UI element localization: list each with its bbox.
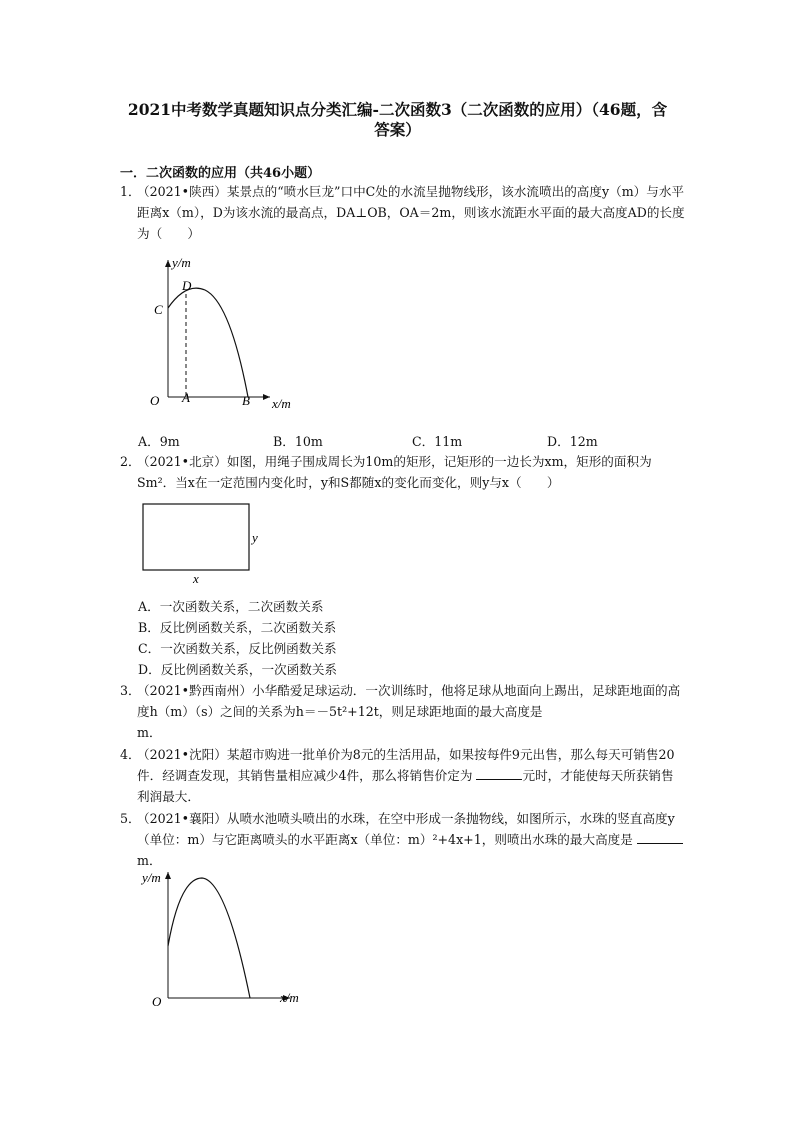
- parabola-curve: [168, 288, 248, 397]
- option-b: B．反比例函数关系，二次函数关系: [138, 620, 337, 635]
- option-c: C．一次函数关系，反比例函数关系: [138, 641, 337, 656]
- point-A-label: A: [182, 390, 190, 405]
- question-text: （2021•襄阳）从喷水池喷头喷出的水珠，在空中形成一条抛物线，如图所示，水珠的竖直高度y（单位：m）与它距离喷头的水平距离x（单位：m）²+4x+1，则喷出水珠的最大高度是: [137, 811, 675, 848]
- document-title: [105, 100, 690, 140]
- title-line-1: 2021中考数学真题知识点分类汇编-二次函数3（二次函数的应用）（46题，含: [127, 100, 668, 119]
- question-3: [120, 680, 685, 744]
- x-axis-arrow: [263, 394, 270, 400]
- point-D-label: D: [182, 278, 192, 293]
- option-a: A．9m: [138, 434, 180, 449]
- answer-unit: m．: [137, 725, 162, 741]
- option-c: C．11m: [412, 434, 463, 449]
- title-line-2: 答案）: [374, 120, 421, 139]
- question-number: 1．: [120, 184, 141, 199]
- answer-blank[interactable]: [637, 831, 683, 844]
- question-1: [120, 181, 685, 245]
- y-axis-arrow: [165, 260, 171, 267]
- option-d: D．12m: [547, 434, 598, 449]
- fountain-dragon-figure: [140, 250, 310, 420]
- answer-blank[interactable]: [476, 767, 522, 780]
- water-parabola: [168, 878, 250, 998]
- question-text: （2021•沈阳）某超市购进一批单价为8元的生活用品，如果按每件9元出售，那么每天可销售20件．经调查发现，其销售量相应减少4件，那么将销售价定为: [137, 747, 675, 784]
- point-B-label: B: [242, 393, 250, 408]
- question-text-tail: 元时，才能使每天所获销售利润最大．: [137, 768, 674, 805]
- y-axis-label: y/m: [142, 870, 161, 885]
- origin-label: O: [152, 994, 162, 1009]
- point-C-label: C: [154, 302, 163, 317]
- y-axis-arrow: [165, 872, 171, 879]
- x-axis-label: x/m: [272, 396, 291, 411]
- question-number: 3．: [120, 683, 141, 698]
- question-text: （2021•北京）如图，用绳子围成周长为10m的矩形，记矩形的一边长为xm，矩形的面积为Sm²．当x在一定范围内变化时，y和S都随x的变化而变化，则y与x（ ）: [137, 454, 652, 491]
- fountain-water-figure: [140, 866, 310, 1016]
- origin-label: O: [150, 393, 160, 408]
- question-text: （2021•陕西）某景点的“喷水巨龙”口中C处的水流呈抛物线形，该水流喷出的高度y（m）与水平距离x（m），D为该水流的最高点，DA⊥OB，OA＝2m，则该水流距水平面的最大高度AD的长度为（ ）: [137, 184, 685, 242]
- side-y-label: y: [252, 530, 258, 545]
- option-b: B．10m: [273, 434, 323, 449]
- question-2: [120, 451, 685, 493]
- question-number: 4．: [120, 747, 141, 762]
- question-text-tail: m．: [137, 853, 162, 869]
- option-a: A．一次函数关系，二次函数关系: [138, 599, 324, 614]
- y-axis-label: y/m: [172, 255, 191, 270]
- rope-rectangle: [143, 504, 249, 570]
- rectangle-figure: [140, 500, 270, 590]
- question-number: 5．: [120, 811, 141, 826]
- section-heading: 一．二次函数的应用（共46小题）: [120, 166, 321, 181]
- option-d: D．反比例函数关系，一次函数关系: [138, 662, 338, 677]
- question-number: 2．: [120, 454, 141, 469]
- side-x-label: x: [193, 571, 199, 586]
- x-axis-label: x/m: [280, 990, 299, 1005]
- question-5: [120, 808, 685, 872]
- question-text: （2021•黔西南州）小华酷爱足球运动．一次训练时，他将足球从地面向上踢出，足球距地面的高度h（m）（s）之间的关系为h＝－5t²+12t，则足球距地面的最大高度是: [137, 683, 681, 720]
- question-4: [120, 744, 685, 808]
